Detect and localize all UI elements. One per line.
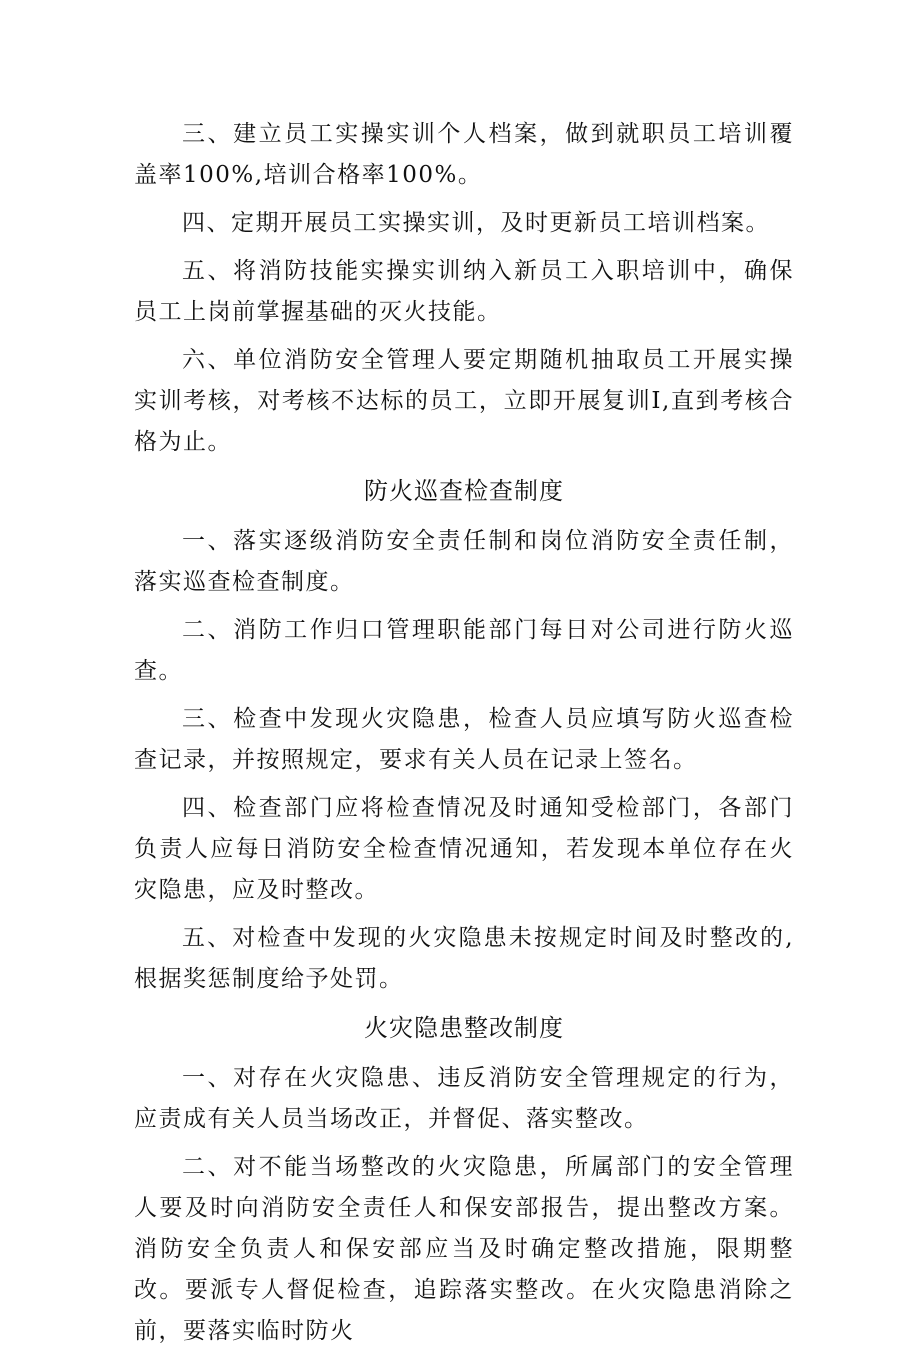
rectification-paragraph-1: 一、对存在火灾隐患、违反消防安全管理规定的行为，应责成有关人员当场改正，并督促、落实整改。 [134,1065,794,1132]
training-paragraph-4: 四、定期开展员工实操实训，及时更新员工培训档案。 [182,210,770,236]
patrol-section-title: 防火巡查检查制度 [364,477,564,505]
patrol-paragraph-1: 一、落实逐级消防安全责任制和岗位消防安全责任制，落实巡查检查制度。 [134,528,794,595]
patrol-paragraph-4: 四、检查部门应将检查情况及时通知受检部门，各部门负责人应每日消防安全检查情况通知，若发现本单位存在火灾隐患，应及时整改。 [134,795,794,903]
patrol-paragraph-3: 三、检查中发现火灾隐患，检查人员应填写防火巡查检查记录，并按照规定，要求有关人员在记录上签名。 [134,706,794,773]
rectification-section-title: 火灾隐患整改制度 [364,1014,564,1042]
rectification-paragraph-2: 二、对不能当场整改的火灾隐患，所属部门的安全管理人要及时向消防安全责任人和保安部报告，提出整改方案。消防安全负责人和保安部应当及时确定整改措施，限期整改。要派专人督促检查，追踪落实整改。在火灾隐患消除之前，要落实临时防火 [134,1154,794,1344]
document-body [134,114,794,1359]
patrol-paragraph-2: 二、消防工作归口管理职能部门每日对公司进行防火巡查。 [134,617,794,684]
patrol-paragraph-5: 五、对检查中发现的火灾隐患未按规定时间及时整改的,根据奖惩制度给予处罚。 [134,925,794,992]
training-paragraph-6: 六、单位消防安全管理人要定期随机抽取员工开展实操实训考核，对考核不达标的员工，立即开展复训I,直到考核合格为止。 [134,347,794,455]
training-paragraph-3: 三、建立员工实操实训个人档案，做到就职员工培训覆盖率100%,培训合格率100%。 [134,121,794,188]
training-paragraph-5: 五、将消防技能实操实训纳入新员工入职培训中，确保员工上岗前掌握基础的灭火技能。 [134,258,794,325]
